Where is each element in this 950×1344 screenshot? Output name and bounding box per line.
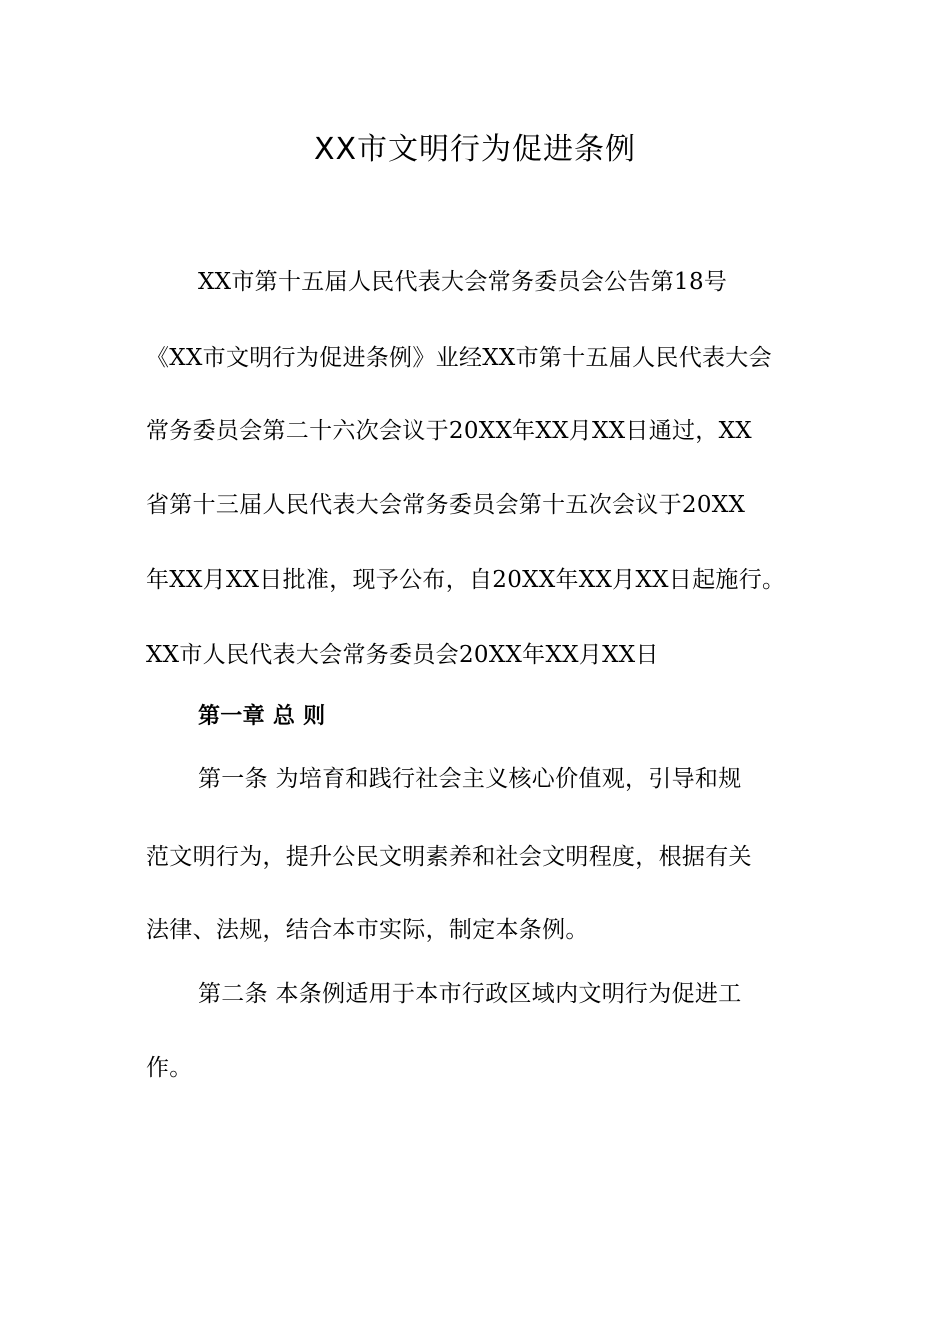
announcement-line: 省第十三届人民代表大会常务委员会第十五次会议于20XX [146, 492, 746, 518]
document-title: XX市文明行为促进条例 [313, 132, 637, 167]
announcement-line: 常务委员会第二十六次会议于20XX年XX月XX日通过，XX [146, 418, 752, 444]
article-2-line: 作。 [146, 1055, 193, 1081]
chapter-heading: 第一章 总 则 [198, 704, 326, 729]
article-1-line: 法律、法规，结合本市实际，制定本条例。 [146, 917, 589, 943]
article-1-line: 范文明行为，提升公民文明素养和社会文明程度，根据有关 [146, 844, 752, 870]
article-1-line: 第一条 为培育和践行社会主义核心价值观，引导和规 [198, 766, 742, 792]
announcement-line: XX市第十五届人民代表大会常务委员会公告第18号 [198, 269, 728, 295]
article-2-line: 第二条 本条例适用于本市行政区域内文明行为促进工 [198, 981, 742, 1007]
announcement-signature-line: XX市人民代表大会常务委员会20XX年XX月XX日 [146, 642, 659, 668]
announcement-line: 《XX市文明行为促进条例》业经XX市第十五届人民代表大会 [146, 345, 772, 371]
announcement-line: 年XX月XX日批准，现予公布，自20XX年XX月XX日起施行。 [146, 567, 786, 593]
